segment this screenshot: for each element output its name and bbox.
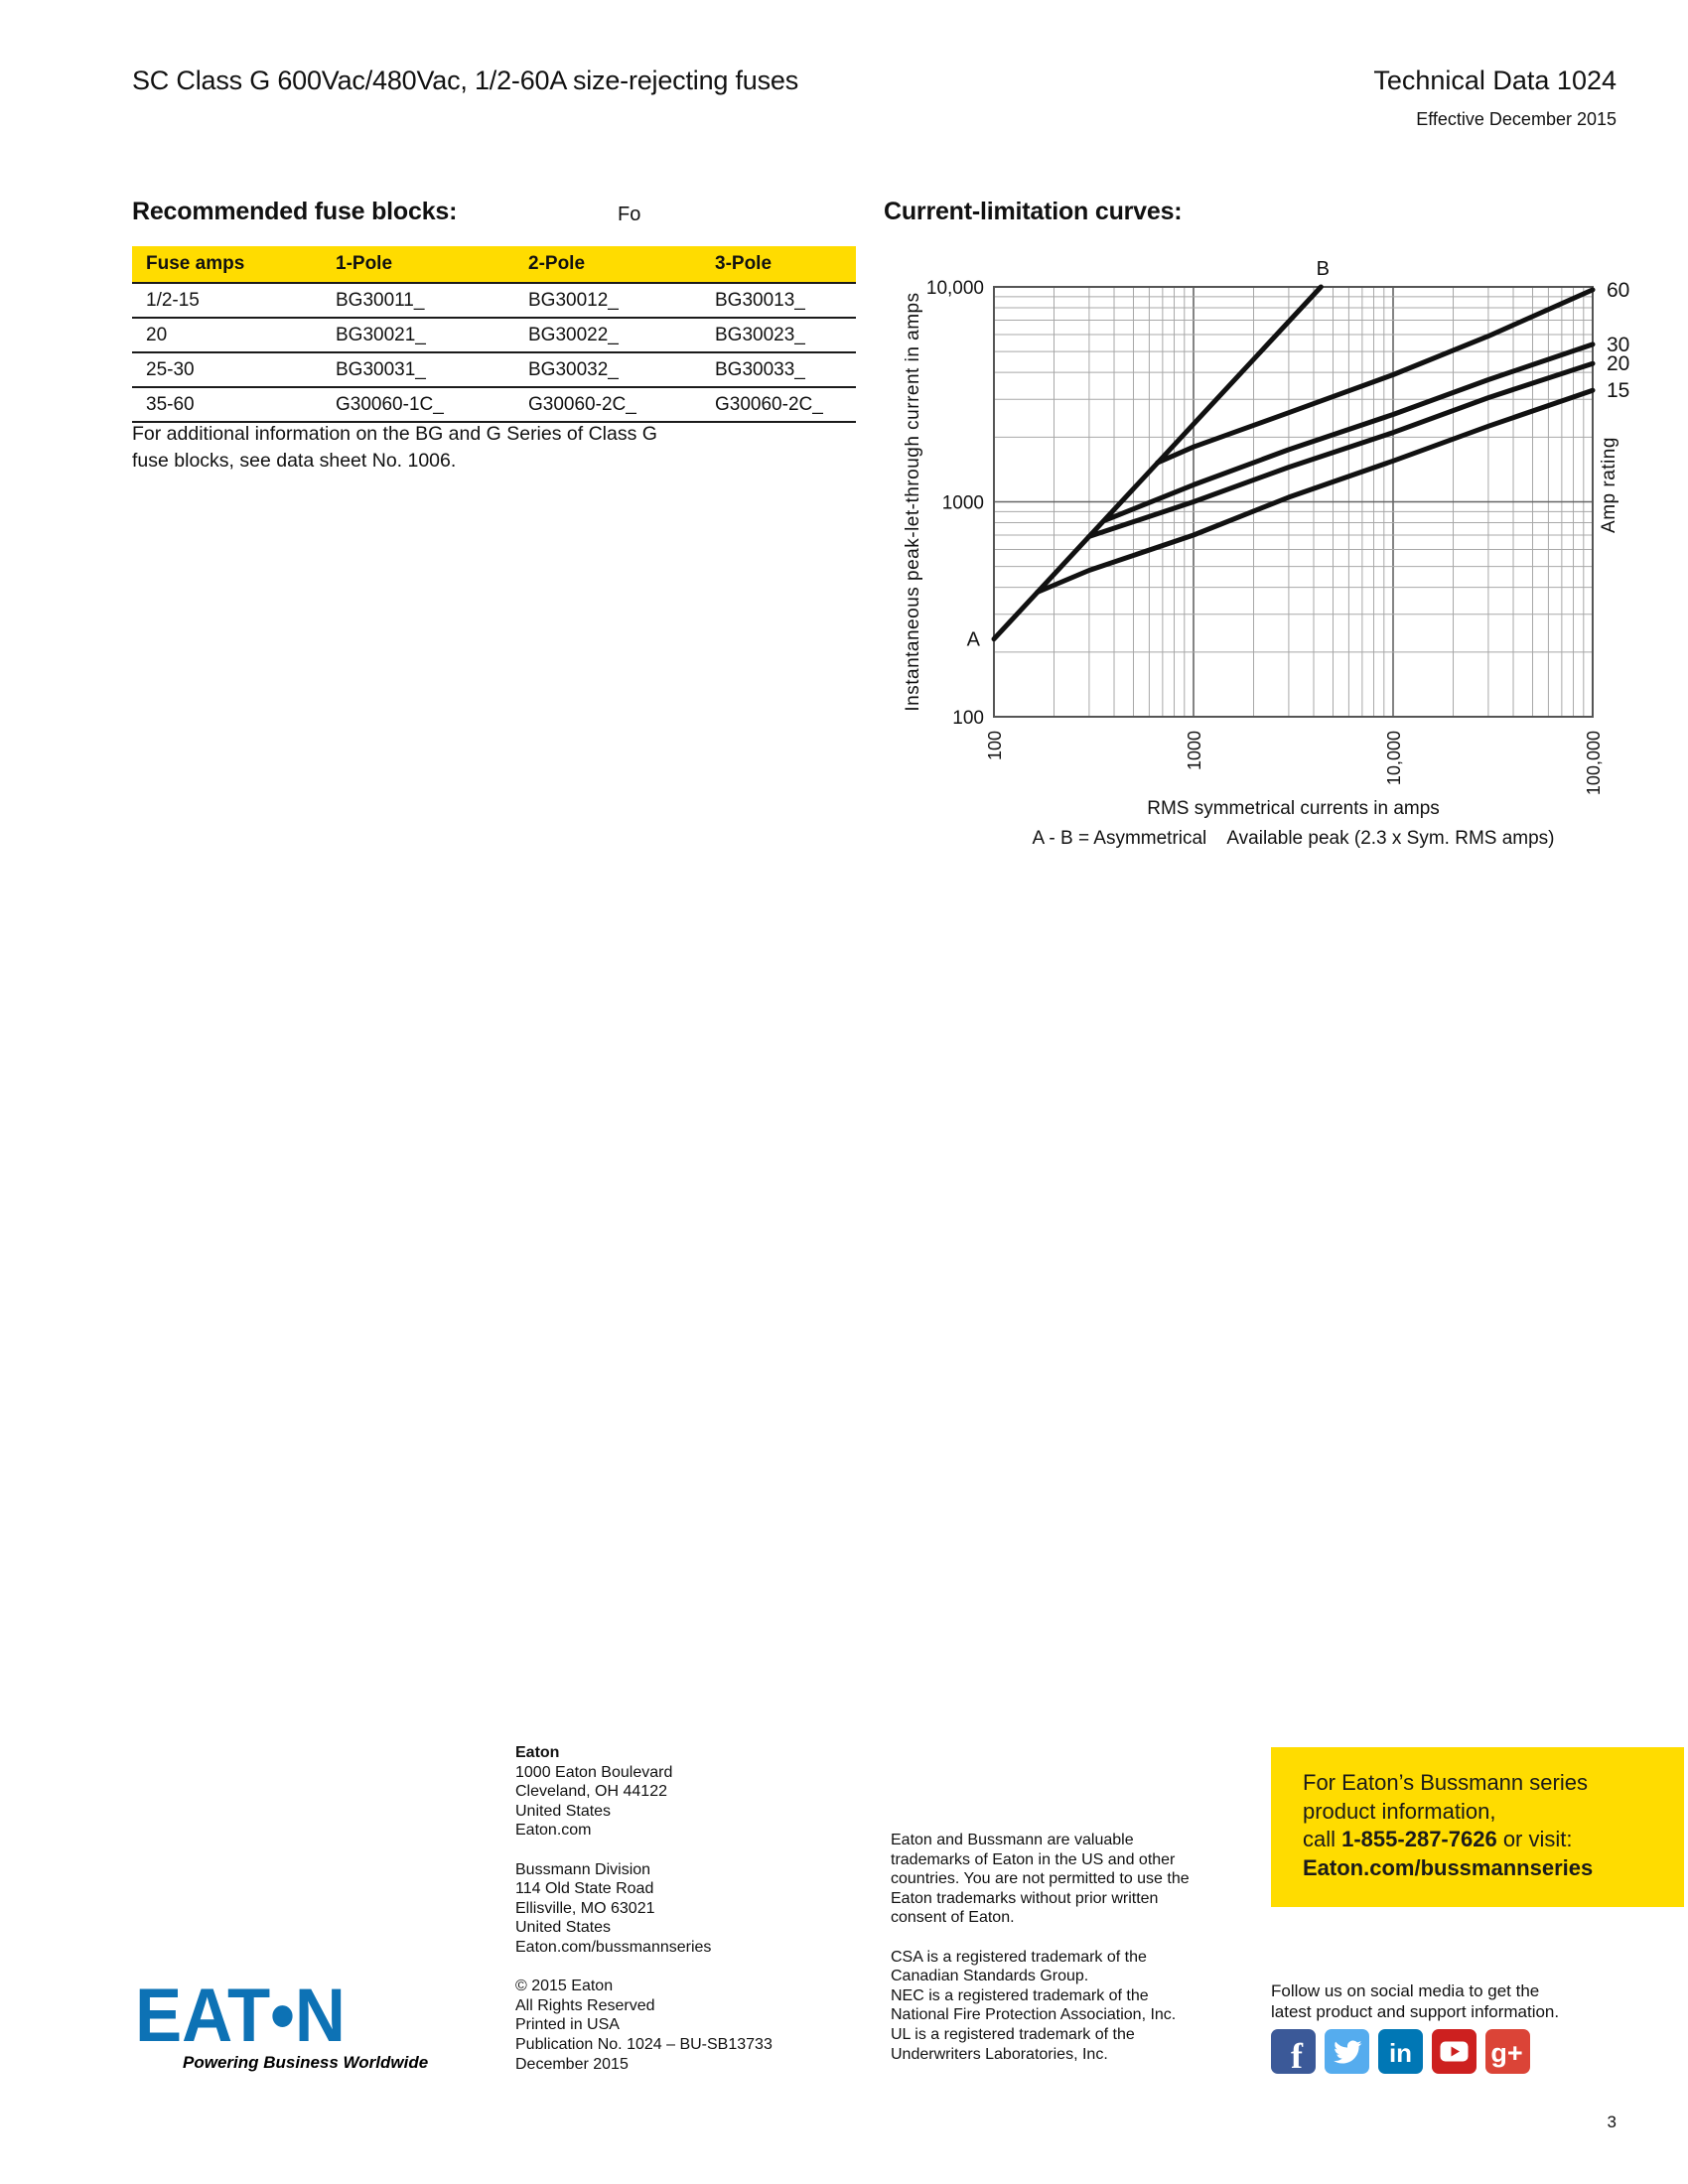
eaton-logo <box>133 1981 371 2056</box>
footer-spacer <box>891 1928 1190 1948</box>
table-header-row <box>132 246 856 283</box>
cell-1-pole: BG30021_ <box>328 318 520 352</box>
legal-line: consent of Eaton. <box>891 1909 1015 1927</box>
note-line: For additional information on the BG and G Series of Class G <box>132 423 657 445</box>
fuse-blocks-table <box>132 246 856 423</box>
fuse-blocks-note <box>132 421 657 475</box>
cell-3-pole: BG30033_ <box>707 352 856 387</box>
legal-line: CSA is a registered trademark of the <box>891 1948 1147 1966</box>
footer-line: United States <box>515 1802 612 1820</box>
legal-line: Eaton and Bussmann are valuable <box>891 1832 1134 1848</box>
footer-line: Bussmann Division <box>515 1860 651 1878</box>
social-text-line: Follow us on social media to get the <box>1271 1981 1540 2000</box>
svg-text:g+: g+ <box>1490 2038 1523 2068</box>
doc-number: Technical Data 1024 <box>1373 66 1617 95</box>
footer-address-column <box>515 1743 773 2074</box>
legal-line: Underwriters Laboratories, Inc. <box>891 2045 1108 2063</box>
col-header-3-pole: 3-Pole <box>707 246 856 283</box>
cell-1-pole: BG30011_ <box>328 283 520 318</box>
svg-text:20: 20 <box>1607 352 1630 376</box>
cell-2-pole: G30060-2C_ <box>520 387 707 422</box>
youtube-icon[interactable] <box>1432 2029 1477 2074</box>
legal-line: trademarks of Eaton in the US and other <box>891 1850 1176 1868</box>
svg-text:1000: 1000 <box>941 492 984 514</box>
svg-text:100,000: 100,000 <box>1584 731 1604 796</box>
svg-text:Instantaneous peak-let-through: Instantaneous peak-let-through current in amps <box>903 292 923 712</box>
svg-text:15: 15 <box>1607 379 1630 403</box>
table-row <box>132 318 856 352</box>
social-text-line: latest product and support information. <box>1271 2001 1560 2021</box>
footer-copyright: © 2015 Eaton <box>515 1978 614 1995</box>
legal-line: NEC is a registered trademark of the <box>891 1986 1149 2004</box>
promo-url: Eaton.com/bussmannseries <box>1303 1854 1594 1880</box>
footer-spacer <box>515 1958 773 1978</box>
eaton-logo-mark <box>133 1981 371 2051</box>
legal-line: National Fire Protection Association, Inc. <box>891 2006 1177 2024</box>
cell-3-pole: BG30013_ <box>707 283 856 318</box>
footer-date: December 2015 <box>515 2055 629 2073</box>
col-header-2-pole: 2-Pole <box>520 246 707 283</box>
cell-2-pole: BG30032_ <box>520 352 707 387</box>
footer-line: All Rights Reserved <box>515 1996 655 2014</box>
chart-canvas <box>874 238 1688 874</box>
facebook-icon[interactable] <box>1271 2029 1316 2074</box>
col-header-fuse-amps: Fuse amps <box>132 246 328 283</box>
legal-line: Eaton trademarks without prior written <box>891 1889 1159 1907</box>
cell-2-pole: BG30012_ <box>520 283 707 318</box>
promo-box <box>1271 1747 1684 1907</box>
eaton-tagline: Powering Business Worldwide <box>183 2053 429 2072</box>
footer-line: 114 Old State Road <box>515 1880 654 1898</box>
svg-text:A: A <box>966 628 980 651</box>
footer-line: Cleveland, OH 44122 <box>515 1783 667 1801</box>
googleplus-icon[interactable] <box>1485 2029 1530 2074</box>
cell-1-pole: G30060-1C_ <box>328 387 520 422</box>
svg-text:EAT•N: EAT•N <box>135 1981 346 2051</box>
footer-line: United States <box>515 1919 612 1937</box>
cell-fuse-amps: 35-60 <box>132 387 328 422</box>
svg-text:60: 60 <box>1607 278 1630 302</box>
cell-fuse-amps: 25-30 <box>132 352 328 387</box>
footer-link-text: Eaton.com <box>515 1822 592 1840</box>
chart-x-axis-label: RMS symmetrical currents in amps <box>1147 798 1440 819</box>
current-limitation-chart <box>874 238 1688 874</box>
svg-text:in: in <box>1388 2038 1413 2068</box>
footer-legal-column <box>891 1831 1190 2064</box>
svg-text:100: 100 <box>952 708 984 729</box>
footer-spacer <box>515 1841 773 1860</box>
promo-line: product information, <box>1303 1798 1496 1824</box>
note-line: fuse blocks, see data sheet No. 1006. <box>132 450 457 472</box>
page-number: 3 <box>1607 2113 1617 2131</box>
table-row <box>132 352 856 387</box>
cell-1-pole: BG30031_ <box>328 352 520 387</box>
svg-text:Amp rating: Amp rating <box>1599 437 1619 533</box>
legal-line: Canadian Standards Group. <box>891 1968 1089 1985</box>
svg-text:1000: 1000 <box>1185 731 1204 771</box>
footer-line: Printed in USA <box>515 2016 620 2034</box>
cell-fuse-amps: 1/2-15 <box>132 283 328 318</box>
svg-text:10,000: 10,000 <box>925 278 984 299</box>
curves-heading: Current-limitation curves: <box>884 198 1183 225</box>
page-title: SC Class G 600Vac/480Vac, 1/2-60A size-rejecting fuses <box>132 66 799 95</box>
svg-text:10,000: 10,000 <box>1384 731 1404 786</box>
footer-line: 1000 Eaton Boulevard <box>515 1763 673 1781</box>
social-icons-row <box>1271 2029 1530 2074</box>
svg-text:B: B <box>1316 258 1330 280</box>
twitter-icon[interactable] <box>1325 2029 1369 2074</box>
cell-fuse-amps: 20 <box>132 318 328 352</box>
fuse-blocks-heading: Recommended fuse blocks: <box>132 198 458 225</box>
linkedin-icon[interactable] <box>1378 2029 1423 2074</box>
svg-text:f: f <box>1291 2036 1303 2074</box>
cell-2-pole: BG30022_ <box>520 318 707 352</box>
footer-line: Ellisville, MO 63021 <box>515 1899 655 1917</box>
promo-line: For Eaton’s Bussmann series <box>1303 1770 1588 1795</box>
cell-3-pole: G30060-2C_ <box>707 387 856 422</box>
table-row <box>132 387 856 422</box>
chart-caption: A - B = Asymmetrical Available peak (2.3 x Sym. RMS amps) <box>1032 828 1555 849</box>
footer-link-text: Eaton.com/bussmannseries <box>515 1938 712 1956</box>
footer-publication-number: Publication No. 1024 – BU-SB13733 <box>515 2035 773 2053</box>
stray-text: Fo <box>618 204 641 225</box>
doc-effective-date: Effective December 2015 <box>1416 109 1617 129</box>
svg-text:30: 30 <box>1607 333 1630 356</box>
footer-line: Eaton <box>515 1744 560 1761</box>
promo-line: call 1-855-287-7626 or visit: <box>1303 1827 1573 1851</box>
col-header-1-pole: 1-Pole <box>328 246 520 283</box>
legal-line: UL is a registered trademark of the <box>891 2025 1135 2043</box>
cell-3-pole: BG30023_ <box>707 318 856 352</box>
promo-phone: 1-855-287-7626 <box>1341 1827 1497 1851</box>
table-row <box>132 283 856 318</box>
svg-text:100: 100 <box>985 731 1005 761</box>
legal-line: countries. You are not permitted to use the <box>891 1870 1190 1888</box>
social-follow-text <box>1271 1981 1559 2022</box>
